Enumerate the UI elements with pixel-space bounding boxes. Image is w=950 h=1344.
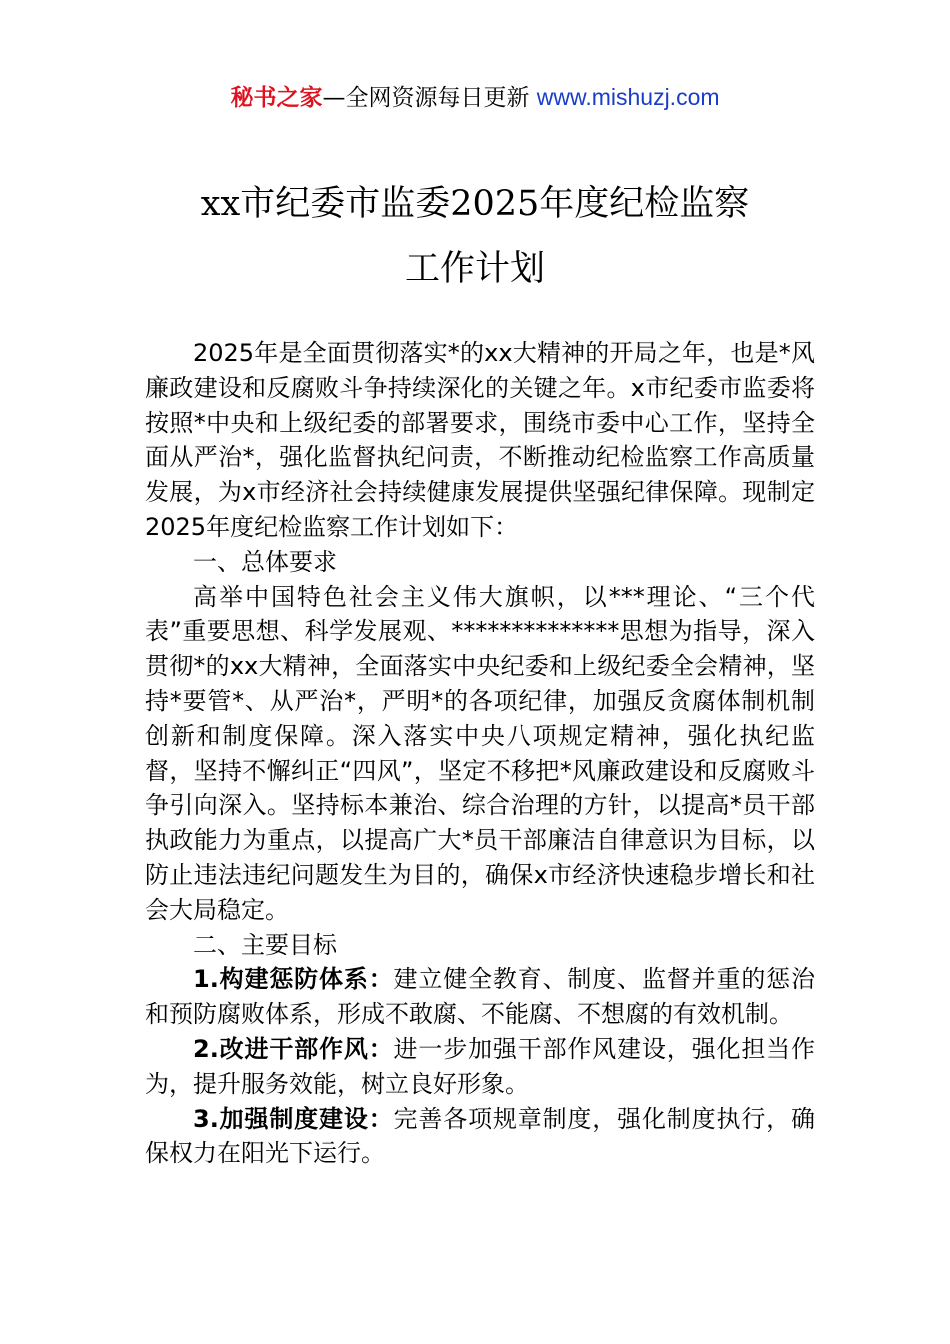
goal-item — [145, 962, 815, 1032]
overall-requirements-paragraph: 高举中国特色社会主义伟大旗帜，以***理论、“三个代表”重要思想、科学发展观、**************思想为指导，深入贯彻*的xx大精神，全面落实中央纪委和上级纪委全会精神，坚持*要管*、从严治*，严明*的各项纪律，加强反贪腐体制机制创新和制度保障。深入落实中央八项规定精神，强化执纪监督，坚持不懈纠正“四风”，坚定不移把*风廉政建设和反腐败斗争引向深入。坚持标本兼治、综合治理的方针，以提高*员干部执政能力为重点，以提高广大*员干部廉洁自律意识为目标，以防止违法违纪问题发生为目的，确保x市经济快速稳步增长和社会大局稳定。 — [145, 582, 815, 924]
document-title-line-2: 工作计划 — [404, 249, 545, 289]
goal-lead: 3.加强制度建设： — [193, 1104, 394, 1133]
goal-text: 完善各项规章制度，强化制度执行，确保权力在阳光下运行。 — [145, 1104, 815, 1168]
goal-item — [145, 1102, 815, 1172]
document-title-line-1: xx市纪委市监委2025年度纪检监察 — [200, 184, 750, 224]
section-heading-overall-requirements: 一、总体要求 — [193, 547, 337, 576]
document-body — [145, 336, 815, 1171]
site-header — [0, 80, 950, 115]
site-url-link[interactable]: www.mishuzj.com — [536, 84, 720, 110]
goal-lead: 2.改进干部作风： — [193, 1034, 394, 1063]
goal-item — [145, 1032, 815, 1102]
goal-lead: 1.构建惩防体系： — [193, 965, 394, 994]
section-heading-main-goals: 二、主要目标 — [193, 930, 337, 959]
site-tagline: —全网资源每日更新 — [322, 85, 530, 111]
goal-text: 建立健全教育、制度、监督并重的惩治和预防腐败体系，形成不敢腐、不能腐、不想腐的有效机制。 — [145, 965, 815, 1029]
goal-text: 进一步加强干部作风建设，强化担当作为，提升服务效能，树立良好形象。 — [145, 1034, 815, 1098]
intro-paragraph: 2025年是全面贯彻落实*的xx大精神的开局之年，也是*风廉政建设和反腐败斗争持续深化的关键之年。x市纪委市监委将按照*中央和上级纪委的部署要求，围绕市委中心工作，坚持全面从严治*，强化监督执纪问责，不断推动纪检监察工作高质量发展，为x市经济社会持续健康发展提供坚强纪律保障。现制定2025年度纪检监察工作计划如下： — [145, 339, 815, 541]
site-name: 秘书之家 — [230, 85, 323, 111]
